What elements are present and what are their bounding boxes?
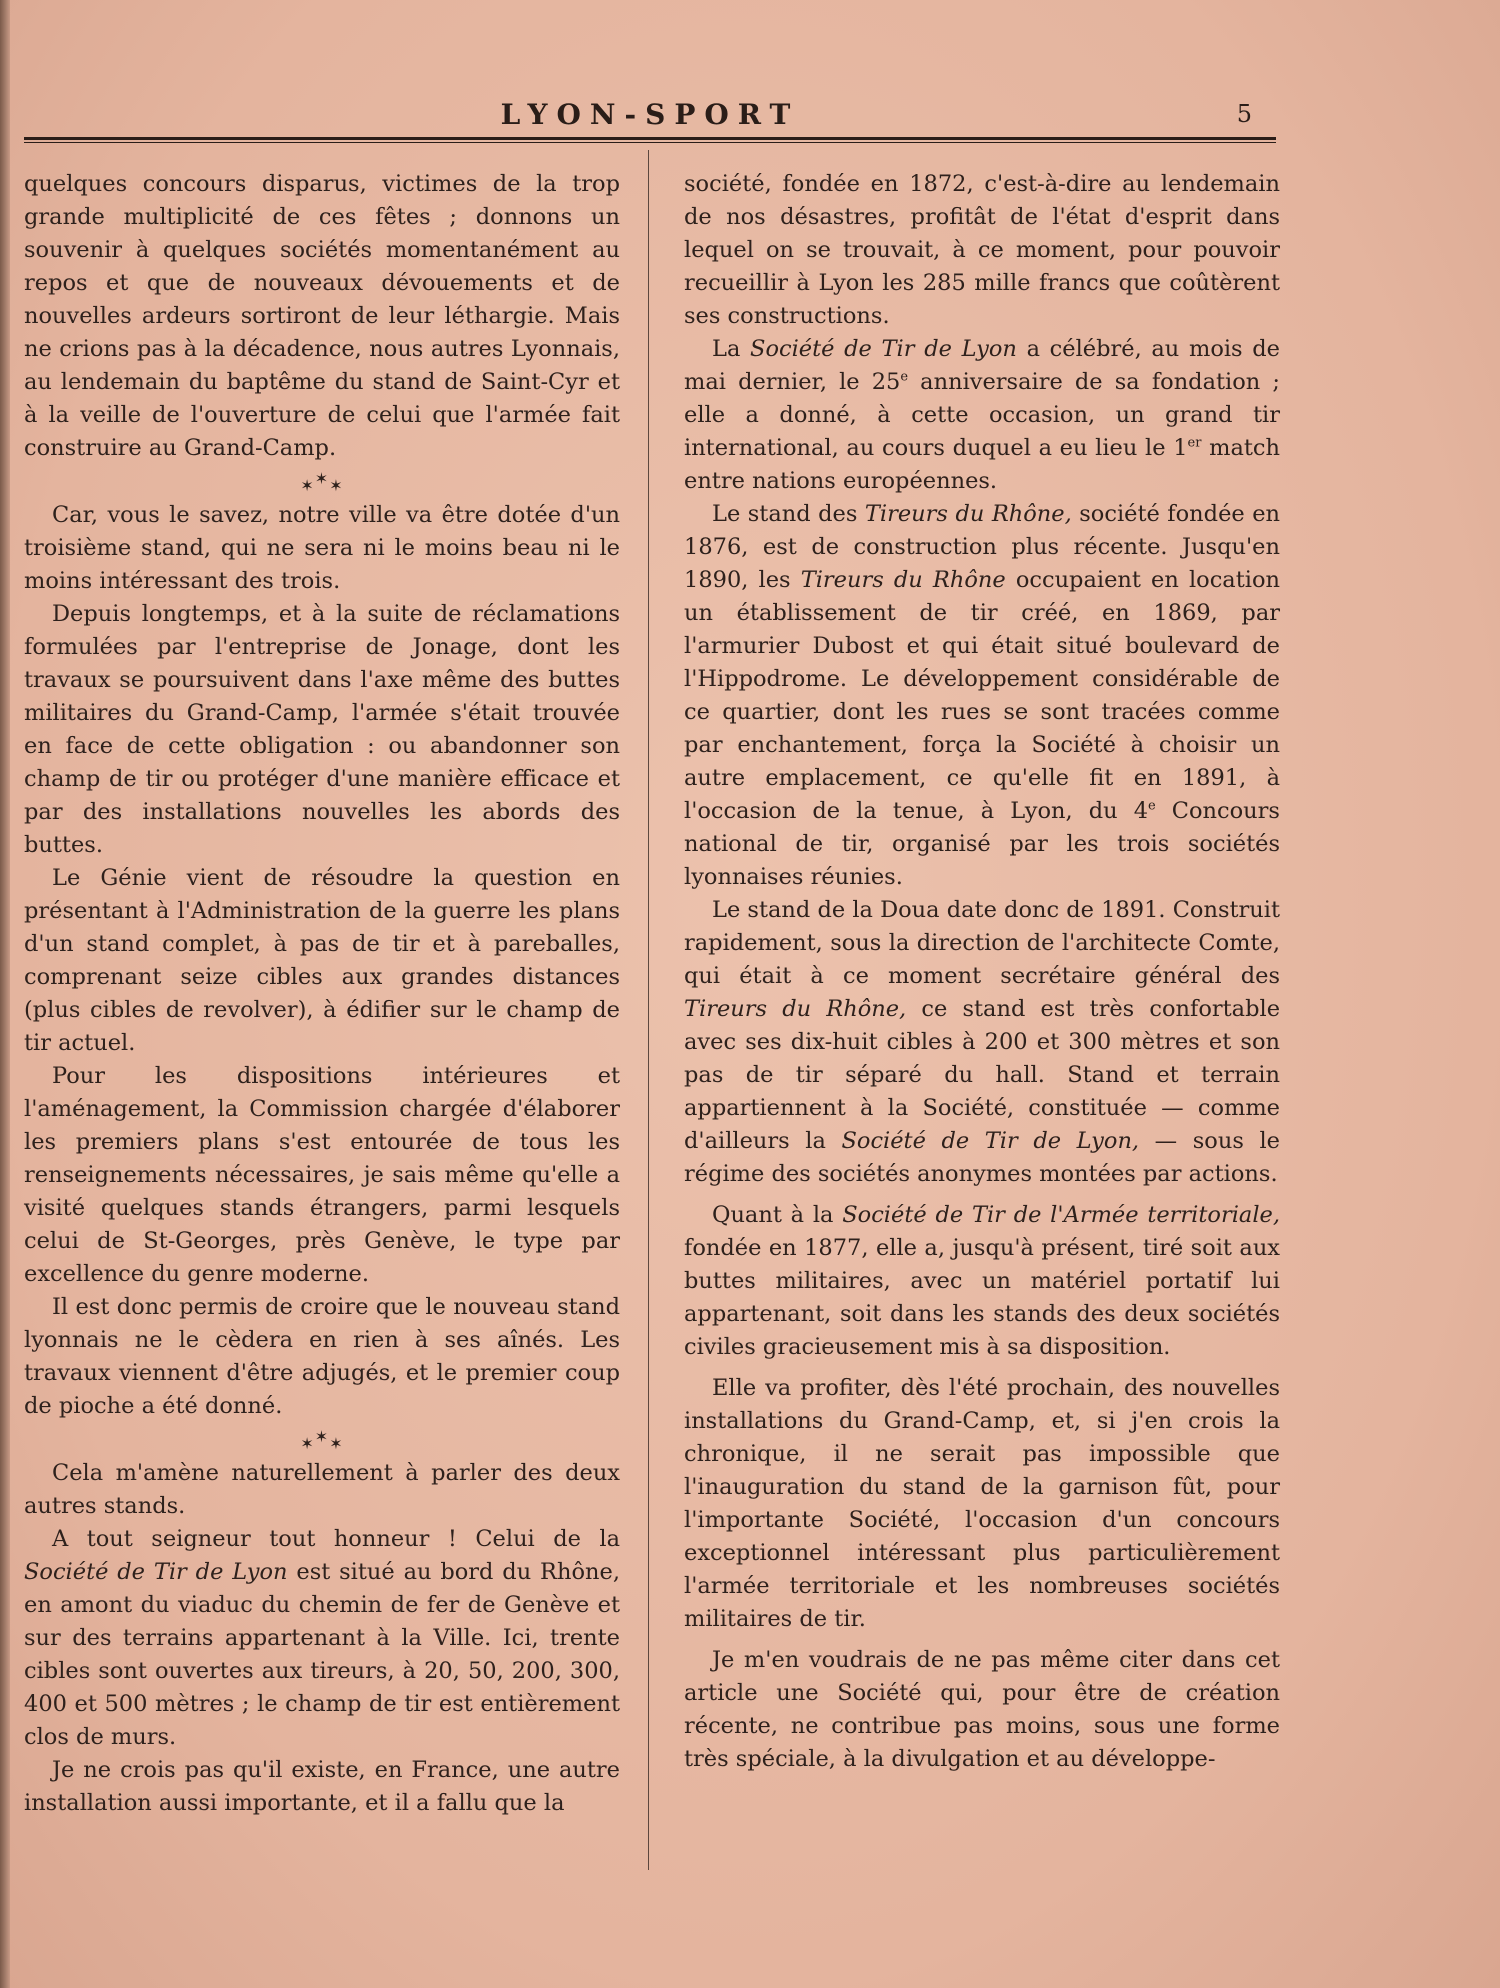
header-rule-thin (24, 142, 1276, 143)
paragraph: Je ne crois pas qu'il existe, en France, une autre installation aussi importante, et il a fallu que la (24, 1757, 620, 1816)
text-run: Le stand de la Doua date donc de 1891. Construit rapidement, sous la direction de l'architecte Comte, qui était à ce moment secrétaire général des (684, 897, 1281, 989)
column-divider (648, 150, 649, 1870)
text-run: ce stand est très confortable avec ses dix-huit cibles à 200 et 300 mètres et son pas de tir séparé du hall. Stand et terrain appartiennent à la Société, constituée — comme d'ailleurs la (684, 996, 1281, 1154)
paragraph: Je m'en voudrais de ne pas même citer dans cet article une Société qui, pour être de création récente, ne contribue pas moins, sous une forme très spéciale, à la divulgation et au développe- (684, 1647, 1280, 1772)
left-column (24, 168, 620, 1820)
section-separator: ✶✶✶ (300, 469, 344, 495)
section-separator: ✶✶✶ (300, 1427, 344, 1453)
italic-society-name: Société de Tir de l'Armée territoriale, (842, 1202, 1280, 1228)
paragraph: Le Génie vient de résoudre la question en présentant à l'Administration de la guerre les plans d'un stand complet, à pas de tir et à pareballes, comprenant seize cibles aux grandes distances (plus cibles de revolver), à édifier sur le champ de tir actuel. (24, 865, 620, 1056)
paragraph (684, 1199, 1280, 1364)
text-run: société fondée en 1876, est de construction plus récente. Jusqu'en 1890, les (684, 501, 1280, 593)
page-header (24, 96, 1276, 136)
header-rule-thick (24, 137, 1276, 140)
paragraph: Pour les dispositions intérieures et l'aménagement, la Commission chargée d'élaborer les premiers plans s'est entourée de tous les renseignements nécessaires, je sais même qu'elle a visité quelques stands étrangers, parmi lesquels celui de St-Georges, près Genève, le type par excellence du genre moderne. (24, 1063, 620, 1287)
paragraph: Depuis longtemps, et à la suite de réclamations formulées par l'entreprise de Jonage, dont les travaux se poursuivent dans l'axe même des buttes militaires du Grand-Camp, l'armée s'était trouvée en face de cette obligation : ou abandonner son champ de tir ou protéger d'une manière efficace et par des installations nouvelles les abords des buttes. (24, 601, 620, 858)
paragraph: Car, vous le savez, notre ville va être dotée d'un troisième stand, qui ne sera ni le moins beau ni le moins intéressant des trois. (24, 502, 620, 594)
text-run: La (712, 336, 751, 362)
paragraph: Elle va profiter, dès l'été prochain, des nouvelles installations du Grand-Camp, et, si j'en crois la chronique, il ne serait pas impossible que l'inauguration du stand de la garnison fût, pour l'importante Société, l'occasion d'un concours exceptionnel intéressant plus particulièrement l'armée territoriale et les nombreuses sociétés militaires de tir. (684, 1375, 1280, 1632)
paragraph: société, fondée en 1872, c'est-à-dire au lendemain de nos désastres, profitât de l'état d'esprit dans lequel on se trouvait, à ce moment, pour pouvoir recueillir à Lyon les 285 mille francs que coûtèrent ses constructions. (684, 171, 1280, 329)
publication-title: LYON-SPORT (500, 98, 800, 131)
italic-society-name: Tireurs du Rhône, (864, 501, 1072, 527)
text-run: match entre nations européennes. (684, 435, 1280, 494)
paragraph (684, 333, 1280, 498)
paragraph: quelques concours disparus, victimes de la trop grande multiplicité de ces fêtes ; donnons un souvenir à quelques sociétés momentanément au repos et que de nouveaux dévouements et de nouvelles ardeurs sortiront de leur léthargie. Mais ne crions pas à la décadence, nous autres Lyonnais, au lendemain du baptême du stand de Saint-Cyr et à la veille de l'ouverture de celui que l'armée fait construire au Grand-Camp. (24, 171, 620, 461)
text-run: anniversaire de sa fondation ; elle a donné, à cette occasion, un grand tir international, au cours duquel a eu lieu le 1 (684, 369, 1280, 461)
text-run: Concours national de tir, organisé par les trois sociétés lyonnaises réunies. (684, 798, 1280, 890)
text-run: occupaient en location un établissement de tir créé, en 1869, par l'armurier Dubost et qui était situé boulevard de l'Hippodrome. Le développement considérable de ce quartier, dont les rues se sont tracées comme par enchantement, força la Société à choisir un autre emplacement, ce qu'elle fit en 1891, à l'occasion de la tenue, à Lyon, du 4 (684, 567, 1280, 824)
paragraph (24, 1523, 620, 1754)
italic-society-name: Tireurs du Rhône (800, 567, 1006, 593)
italic-society-name: Société de Tir de Lyon, (841, 1128, 1140, 1154)
text-run: Le stand des (712, 501, 865, 527)
text-run: Quant à la (712, 1202, 843, 1228)
page-binding-edge (0, 0, 10, 1988)
text-run: est situé au bord du Rhône, en amont du viaduc du chemin de fer de Genève et sur des terrains appartenant à la Ville. Ici, trente cibles sont ouvertes aux tireurs, à 20, 50, 200, 300, 400 et 500 mètres ; le champ de tir est entièrement clos de murs. (24, 1559, 620, 1750)
text-run: A tout seigneur tout honneur ! Celui de la (52, 1526, 620, 1552)
right-column (684, 168, 1280, 1776)
page-number: 5 (1236, 100, 1252, 128)
text-run: fondée en 1877, elle a, jusqu'à présent, tiré soit aux buttes militaires, avec un matériel portatif lui appartenant, soit dans les stands des deux sociétés civiles gracieusement mis à sa disposition. (684, 1235, 1280, 1360)
text-run: — sous le régime des sociétés anonymes montées par actions. (684, 1128, 1280, 1187)
superscript: e (900, 369, 909, 385)
paragraph: Il est donc permis de croire que le nouveau stand lyonnais ne le cèdera en rien à ses aînés. Les travaux viennent d'être adjugés, et le premier coup de pioche a été donné. (24, 1294, 620, 1419)
italic-society-name: Société de Tir de Lyon (750, 336, 1017, 362)
paragraph (684, 894, 1280, 1191)
superscript: er (1187, 435, 1202, 451)
paragraph: Cela m'amène naturellement à parler des deux autres stands. (24, 1460, 620, 1519)
italic-society-name: Société de Tir de Lyon (24, 1559, 288, 1585)
paragraph (684, 498, 1280, 894)
text-run: a célébré, au mois de mai dernier, le 25 (684, 336, 1281, 395)
italic-society-name: Tireurs du Rhône, (684, 996, 907, 1022)
superscript: e (1148, 798, 1156, 814)
